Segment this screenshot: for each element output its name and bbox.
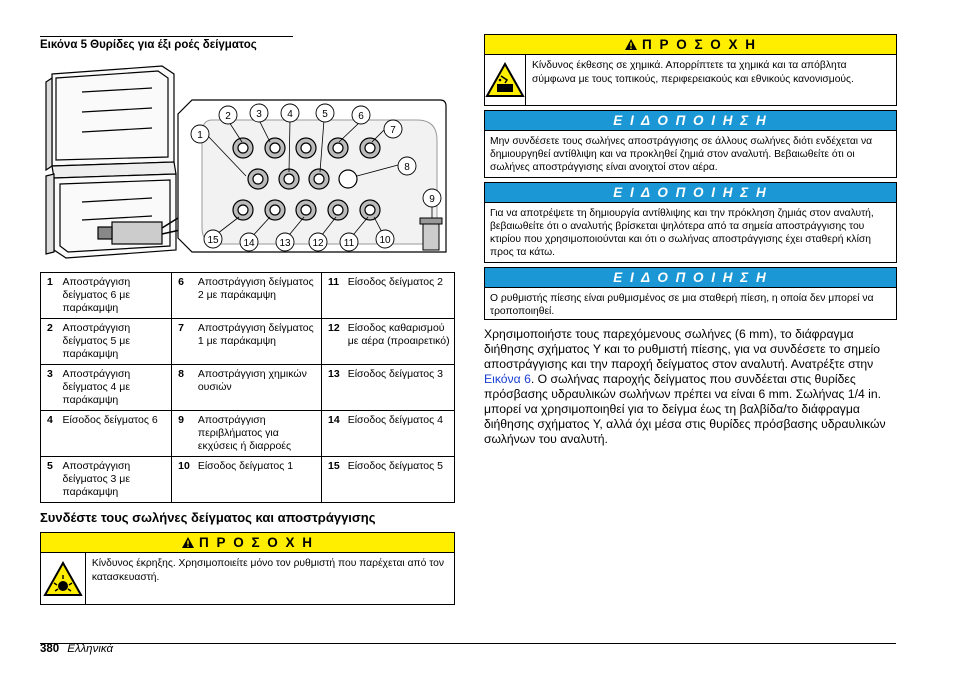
caution-chemical-box [484, 34, 897, 106]
page-number: 380 [40, 643, 60, 655]
caution-text: Κίνδυνος έκρηξης. Χρησιμοποιείτε μόνο τον ρυθμιστή που παρέχεται από τον κατασκευαστή. [91, 558, 445, 583]
caution-header: Π Ρ Ο Σ Ο Χ Η [41, 533, 454, 553]
footer-language: Ελληνικά [67, 643, 114, 655]
caution-explosion-box [40, 532, 455, 605]
callout-4: 4 [287, 109, 293, 120]
page-footer [40, 643, 113, 655]
footer-divider [40, 643, 896, 644]
warning-triangle-icon [624, 38, 638, 51]
callout-6: 6 [358, 111, 364, 122]
figure-illustration [42, 62, 452, 262]
notice-box-1 [484, 110, 897, 178]
notice-text: Για να αποτρέψετε τη δημιουργία αντίθλιψης και την πρόκληση ζημιάς στον αναλυτή, βεβαιωθείτε ότι ο αναλυτής βρίσκεται ψηλότερα από τα σημεία αποστράγγισης του κτιρίου που χρησιμοποιούνται και ότι ο σωλήνας αποστράγγισης έχει σταθερή κλίση προς τα κάτω. [490, 208, 874, 258]
table-row: 4 Είσοδος δείγματος 6 9 Αποστράγγιση περιβλήματος για εκχύσεις ή διαρροές 14 Είσοδος δείγματος 4 [41, 411, 455, 457]
callout-1: 1 [197, 130, 203, 141]
notice-header: Ε Ι Δ Ο Π Ο Ι Η Σ Η [485, 111, 896, 131]
table-row: 1 Αποστράγγιση δείγματος 6 με παράκαμψη 6 Αποστράγγιση δείγματος 2 με παράκαμψη 11 Είσοδος δείγματος 2 [41, 273, 455, 319]
explosion-hazard-icon [41, 553, 86, 604]
figure-caption: Εικόνα 5 Θυρίδες για έξι ροές δείγματος [40, 36, 293, 51]
chemical-hazard-icon [485, 55, 526, 105]
notice-header: Ε Ι Δ Ο Π Ο Ι Η Σ Η [485, 268, 896, 288]
warning-triangle-icon [181, 536, 195, 549]
callout-8: 8 [404, 162, 410, 173]
callout-3: 3 [256, 109, 262, 120]
callout-15: 15 [207, 235, 219, 246]
callout-11: 11 [343, 238, 355, 249]
callout-9: 9 [429, 194, 435, 205]
notice-box-3 [484, 267, 897, 320]
body-paragraph: Χρησιμοποιήστε τους παρεχόμενους σωλήνες (6 mm), το διάφραγμα διήθησης σχήματος Y και το ρυθμιστή πίεσης, για να συνδέσετε το σημείο αποστράγγισης και την παροχή δείγματος στον αναλυτή. Ανατρέξτε στην Εικόνα 6. Ο σωλήνας παροχής δείγματος που συνδέεται στις θυρίδες πρόσβασης υδραυλικών σωλήνων πρέπει να είναι 6 mm. Σωλήνας 1/4 in. μπορεί να χρησιμοποιηθεί για το δείγμα έως τη βαλβίδα/το διάφραγμα διήθησης σχήματος Y, αλλά όχι μέσα στις θυρίδες πρόσβασης υδραυλικών σωλήνων του αναλυτή. [484, 327, 886, 446]
callout-10: 10 [379, 235, 391, 246]
table-row: 5 Αποστράγγιση δείγματος 3 με παράκαμψη 10 Είσοδος δείγματος 1 15 Είσοδος δείγματος 5 [41, 457, 455, 503]
caution-header: Π Ρ Ο Σ Ο Χ Η [485, 35, 896, 55]
callout-13: 13 [279, 238, 291, 249]
figure-6-link[interactable]: Εικόνα 6 [484, 372, 531, 386]
notice-text: Ο ρυθμιστής πίεσης είναι ρυθμισμένος σε μια σταθερή πίεση, η οποία δεν μπορεί να τροποποιηθεί. [490, 293, 874, 317]
section-heading: Συνδέστε τους σωλήνες δείγματος και αποστράγγισης [40, 510, 376, 525]
callout-5: 5 [322, 109, 328, 120]
table-row: 2 Αποστράγγιση δείγματος 5 με παράκαμψη 7 Αποστράγγιση δείγματος 1 με παράκαμψη 12 Είσοδος καθαρισμού με αέρα (προαιρετικό) [41, 319, 455, 365]
figure-legend-table [40, 272, 455, 503]
notice-text: Μην συνδέσετε τους σωλήνες αποστράγγισης σε άλλους σωλήνες διότι ενδέχεται να δημιουργηθεί αντίθλιψη και να προκληθεί ζημιά στον αναλυτή. Βεβαιωθείτε ότι οι σωλήνες αποστράγγισης είναι ανοιχτοί στον αέρα. [490, 136, 873, 173]
callout-14: 14 [243, 238, 255, 249]
analyzer-enclosure-drawing [46, 66, 180, 258]
caution-text: Κίνδυνος έκθεσης σε χημικά. Απορρίπτετε τα χημικά και τα απόβλητα σύμφωνα με τους τοπικούς, περιφερειακούς και εθνικούς κανονισμούς. [532, 60, 854, 85]
callout-12: 12 [312, 238, 324, 249]
notice-box-2 [484, 182, 897, 263]
callout-2: 2 [225, 111, 231, 122]
ports-detail-drawing [178, 100, 446, 252]
callout-7: 7 [390, 125, 396, 136]
notice-header: Ε Ι Δ Ο Π Ο Ι Η Σ Η [485, 183, 896, 203]
table-row: 3 Αποστράγγιση δείγματος 4 με παράκαμψη 8 Αποστράγγιση χημικών ουσιών 13 Είσοδος δείγματος 3 [41, 365, 455, 411]
